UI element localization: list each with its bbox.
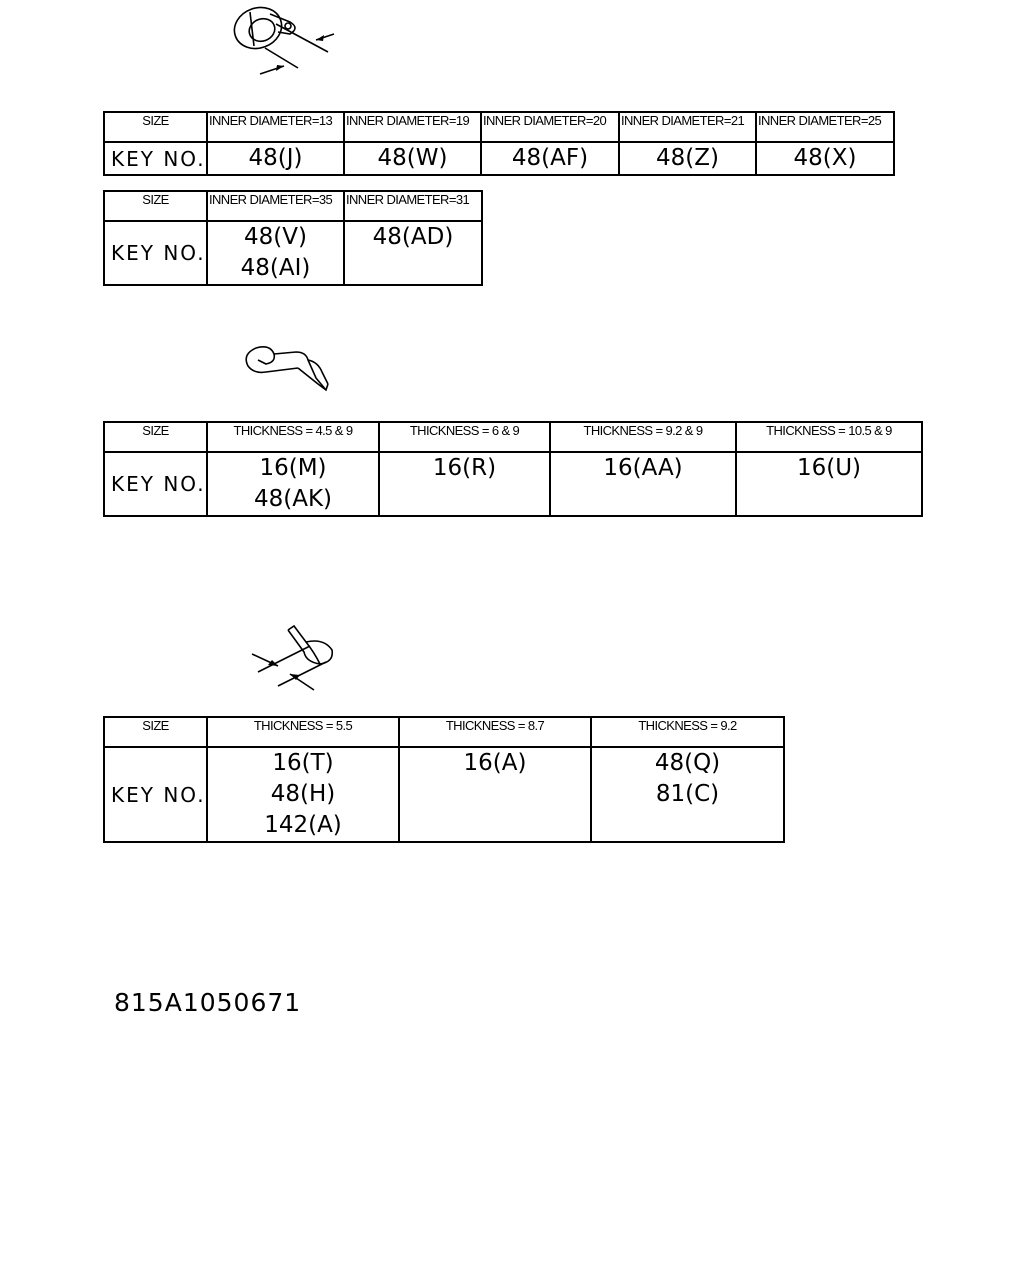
size-header: INNER DIAMETER=13	[207, 112, 344, 142]
key-no-value: 48(J)	[248, 145, 303, 171]
key-no-cell	[207, 452, 379, 516]
key-no-cell	[207, 142, 344, 175]
key-no-cell	[344, 142, 481, 175]
key-no-cell	[207, 747, 399, 842]
key-no-value: 16(U)	[796, 455, 862, 481]
drawing-number: 815A1050671	[114, 988, 302, 1017]
size-label: SIZE	[104, 191, 207, 221]
key-no-value: 16(M)	[259, 455, 327, 481]
size-header: THICKNESS = 6 & 9	[379, 422, 550, 452]
key-no-cell	[344, 221, 482, 285]
key-no-value: 16(R)	[432, 455, 497, 481]
size-header: THICKNESS = 9.2	[591, 717, 784, 747]
key-no-label: KEY NO.	[104, 452, 207, 516]
size-header: INNER DIAMETER=21	[619, 112, 756, 142]
key-no-value: 16(A)	[463, 750, 527, 776]
key-no-value: 48(AD)	[372, 224, 454, 250]
key-no-value: 48(H)	[270, 781, 336, 807]
key-no-value: 81(C)	[655, 781, 720, 807]
size-label: SIZE	[104, 112, 207, 142]
size-header: INNER DIAMETER=25	[756, 112, 894, 142]
thickness-table-2	[103, 716, 785, 843]
key-no-label: KEY NO.	[104, 747, 207, 842]
key-no-label: KEY NO.	[104, 142, 207, 175]
clamp-inner-diameter-figure	[220, 0, 350, 82]
key-no-cell	[379, 452, 550, 516]
clip-thickness-figure	[236, 340, 336, 400]
size-header: THICKNESS = 9.2 & 9	[550, 422, 736, 452]
size-header: INNER DIAMETER=35	[207, 191, 344, 221]
loop-clip-thickness-figure	[248, 622, 340, 694]
key-no-value: 48(AI)	[240, 255, 311, 281]
key-no-value: 48(AK)	[253, 486, 333, 512]
key-no-cell	[550, 452, 736, 516]
size-header: THICKNESS = 5.5	[207, 717, 399, 747]
key-no-cell	[481, 142, 619, 175]
key-no-cell	[756, 142, 894, 175]
key-no-value: 16(T)	[272, 750, 334, 776]
size-header: THICKNESS = 10.5 & 9	[736, 422, 922, 452]
key-no-value: 16(AA)	[603, 455, 683, 481]
size-header: INNER DIAMETER=31	[344, 191, 482, 221]
size-header: INNER DIAMETER=20	[481, 112, 619, 142]
size-label: SIZE	[104, 422, 207, 452]
thickness-table-1	[103, 421, 923, 517]
inner-diameter-table-2	[103, 190, 483, 286]
inner-diameter-table-1	[103, 111, 895, 176]
key-no-value: 48(AF)	[511, 145, 589, 171]
key-no-value: 48(X)	[793, 145, 857, 171]
key-no-value: 48(V)	[244, 224, 307, 250]
size-header: INNER DIAMETER=19	[344, 112, 481, 142]
key-no-value: 48(Q)	[654, 750, 721, 776]
key-no-cell	[399, 747, 591, 842]
key-no-label: KEY NO.	[104, 221, 207, 285]
key-no-value: 48(W)	[377, 145, 448, 171]
size-header: THICKNESS = 4.5 & 9	[207, 422, 379, 452]
key-no-value: 48(Z)	[656, 145, 719, 171]
size-label: SIZE	[104, 717, 207, 747]
key-no-cell	[207, 221, 344, 285]
size-header: THICKNESS = 8.7	[399, 717, 591, 747]
key-no-cell	[736, 452, 922, 516]
key-no-cell	[619, 142, 756, 175]
key-no-cell	[591, 747, 784, 842]
key-no-value: 142(A)	[264, 812, 342, 838]
